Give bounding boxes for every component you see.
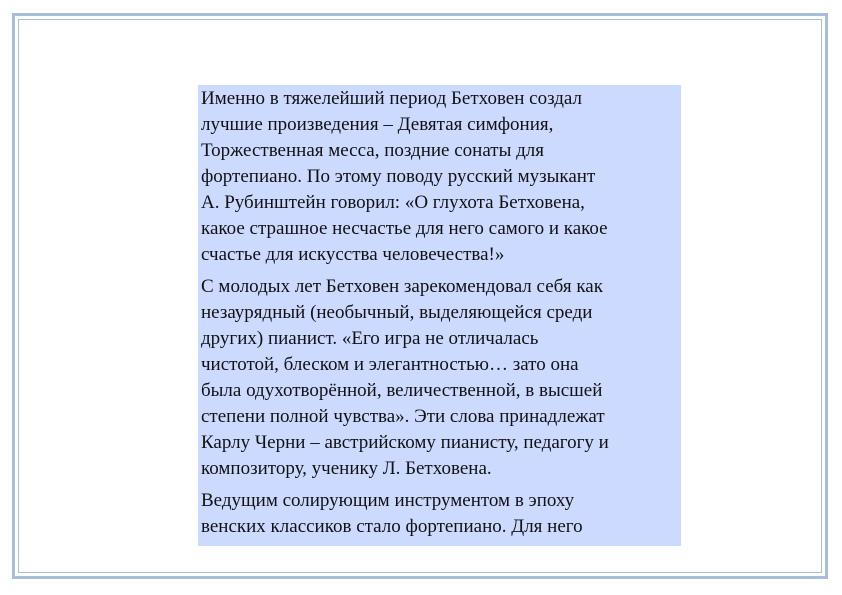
paragraph-2 [201, 274, 679, 482]
text-line: Ведущим солирующим инструментом в эпоху [201, 490, 575, 511]
paragraph-3 [201, 488, 679, 540]
text-line: С молодых лет Бетховен зарекомендовал себя как [201, 276, 603, 297]
text-line: незаурядный (необычный, выделяющейся среди [201, 302, 593, 323]
text-line: Карлу Черни – австрийскому пианисту, педагогу и [201, 432, 609, 453]
text-line: Именно в тяжелейший период Бетховен создал [201, 88, 583, 109]
text-line: какое страшное несчастье для него самого и какое [201, 218, 608, 239]
text-line: лучшие произведения – Девятая симфония, [201, 114, 554, 135]
text-line: степени полной чувства». Эти слова принадлежат [201, 406, 605, 427]
text-box [198, 85, 681, 546]
text-line: других) пианист. «Его игра не отличалась [201, 328, 539, 349]
text-line: чистотой, блеском и элегантностью… зато она [201, 354, 579, 375]
text-line: фортепиано. По этому поводу русский музыкант [201, 166, 596, 187]
text-line: венских классиков стало фортепиано. Для него [201, 516, 583, 537]
text-line: была одухотворённой, величественной, в высшей [201, 380, 603, 401]
text-line: А. Рубинштейн говорил: «О глухота Бетховена, [201, 192, 585, 213]
text-line: композитору, ученику Л. Бетховена. [201, 458, 492, 479]
text-line: Торжественная месса, поздние сонаты для [201, 140, 544, 161]
text-line: счастье для искусства человечества!» [201, 244, 505, 265]
paragraph-1 [201, 86, 679, 268]
